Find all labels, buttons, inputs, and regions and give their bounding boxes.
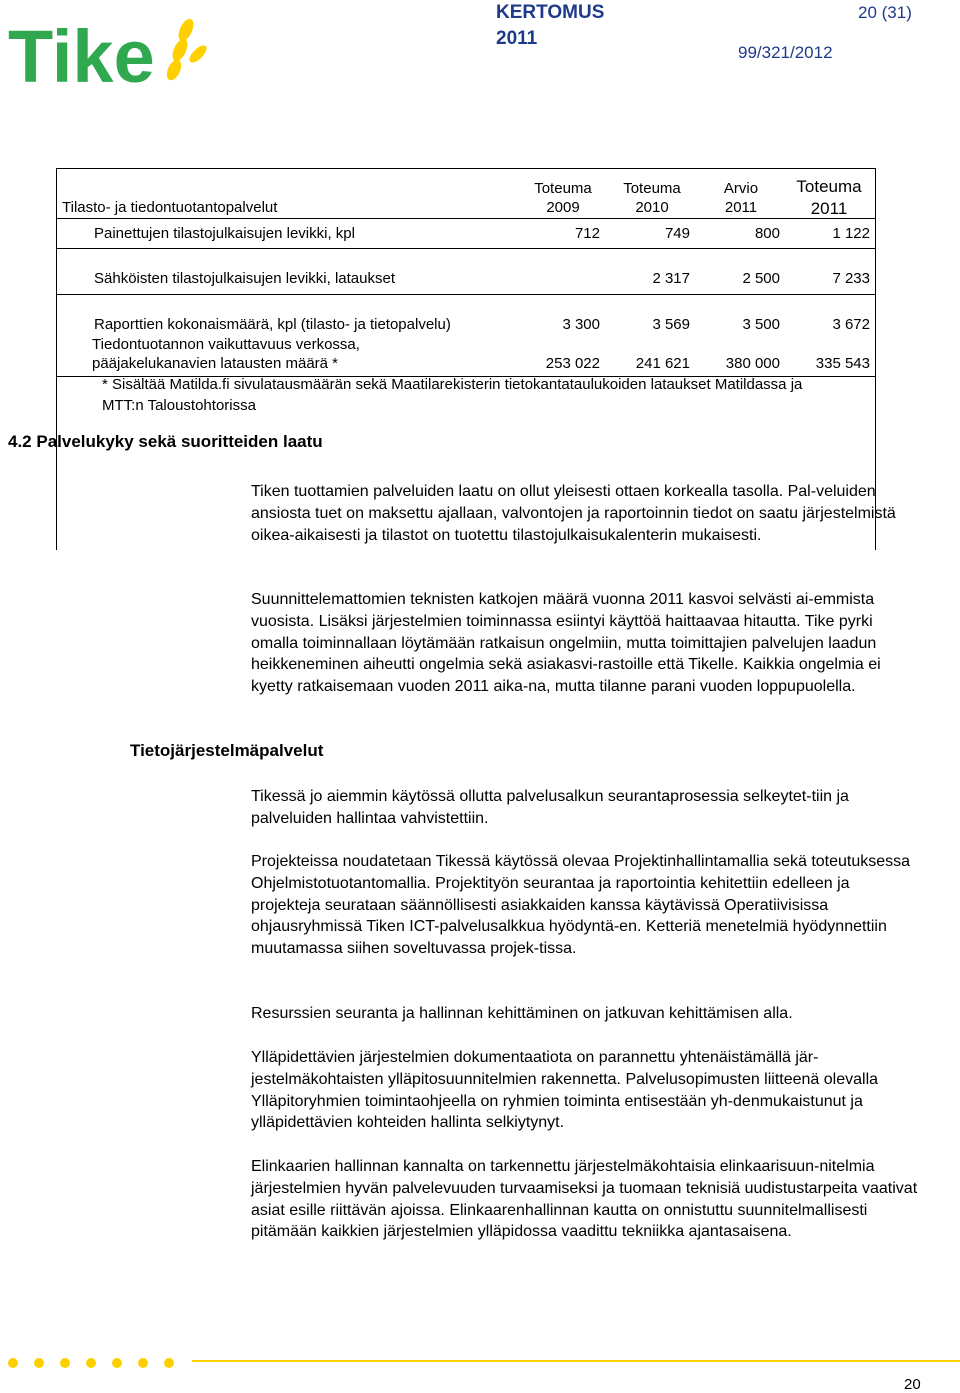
table-cell: 3 569: [652, 316, 690, 333]
table-cell: 7 233: [832, 270, 870, 287]
tike-logo-graphic: [8, 10, 208, 88]
table-cell: 749: [664, 225, 690, 242]
table-title: Tilasto- ja tiedontuotantopalvelut: [62, 199, 278, 216]
table-cell: 800: [754, 225, 780, 242]
paragraph: Tikessä jo aiemmin käytössä ollutta palvelusalkun seurantaprosessia selkeytet-tiin ja palveluiden hallintaa vahvistettiin.: [251, 788, 849, 827]
paragraph: Suunnittelemattomien teknisten katkojen määrä vuonna 2011 kasvoi selvästi ai-emmista vuosista. Lisäksi järjestelmien toiminnassa esiintyi käyttöä haittaavaa hitautta. Tike pyrki omalla toiminnallaan löytämään ratkaisun ongelmiin, mutta toimittajien palvelujen laadun heikkeneminen aiheutti ongelmia sekä asiakasvi-rastoille että Tikelle. Kaikkia ongelmia ei kyetty ratkaisemaan vuoden 2011 aika-na, mutta tilanne parani vuoden loppupuolella.: [251, 591, 881, 696]
table-cell: 3 300: [562, 316, 600, 333]
dot-icon: [60, 1358, 70, 1368]
paragraph: Projekteissa noudatetaan Tikessä käytössä olevaa Projektinhallintamallia sekä toteutuksessa Ohjelmistotuotantomallia. Projektityön seurantaa ja raportointia kehitettiin edelleen ja projekteja seurataan säännöllisesti asiakkaiden kanssa käytävissä Operatiivisissa ohjausryhmissä Tiken ICT-palvelusalkkua hyödyntä-en. Ketteriä menetelmiä hyödynnettiin muutamassa siihen soveltuvassa projek-tissa.: [251, 853, 911, 958]
tike-logo: [8, 10, 208, 88]
table-cell: 241 621: [635, 355, 690, 372]
section-heading: 4.2 Palvelukyky sekä suoritteiden laatu: [8, 432, 323, 451]
table-cell: 3 672: [832, 316, 870, 333]
column-header: Toteuma 2010: [623, 180, 681, 216]
table-cell: 3 500: [742, 316, 780, 333]
row-separator: [56, 248, 876, 249]
footer-line: [192, 1360, 960, 1362]
table-cell: 253 022: [545, 355, 600, 372]
table-cell: 380 000: [725, 355, 780, 372]
paragraph: Elinkaarien hallinnan kannalta on tarkennettu järjestelmäkohtaisia elinkaarisuun-nitelmia järjestelmien hyvän palvelevuuden turvaamiseksi ja tuomaan teknisiä uudistustarpeita vaativat asiat esille riittävän ajoissa. Elinkaarenhallinnan kautta on onnistuttu suunnitelmallisesti pitämään kaikkien järjestelmien ylläpidossa vaadittu tekniikka ajantasaisena.: [251, 1158, 918, 1241]
table-footnote: * Sisältää Matilda.fi sivulatausmäärän sekä Maatilarekisterin tietokantataulukoiden lataukset Matildassa ja MTT:n Taloustohtorissa: [102, 376, 803, 414]
paragraph: Resurssien seuranta ja hallinnan kehittäminen on jatkuvan kehittämisen alla.: [251, 1005, 793, 1022]
dot-icon: [164, 1358, 174, 1368]
row-label: Painettujen tilastojulkaisujen levikki, kpl: [94, 225, 355, 242]
page-number: 20: [904, 1376, 921, 1393]
table-header-separator: [56, 218, 876, 219]
dot-icon: [34, 1358, 44, 1368]
document-type: KERTOMUS 2011: [496, 2, 605, 49]
wheat-icon: [164, 17, 208, 83]
dot-icon: [112, 1358, 122, 1368]
column-header: Toteuma 2011: [796, 177, 862, 218]
table-cell: 335 543: [815, 355, 870, 372]
table-cell: 1 122: [832, 225, 870, 242]
document-number: 99/321/2012: [738, 43, 833, 62]
paragraph: Tiken tuottamien palveluiden laatu on ollut yleisesti ottaen korkealla tasolla. Pal-veluiden ansiosta tuet on maksettu ajallaan, valvontojen ja raportoinnin tiedot on saatu järjestelmistä oikea-aikaisesti ja tilastot on tuotettu tilastojulkaisukalenterin mukaisesti.: [251, 483, 896, 544]
dot-icon: [138, 1358, 148, 1368]
row-label: Raporttien kokonaismäärä, kpl (tilasto- ja tietopalvelu): [94, 316, 451, 333]
table-cell: 2 317: [652, 270, 690, 287]
row-label: Sähköisten tilastojulkaisujen levikki, lataukset: [94, 270, 395, 287]
paragraph: Ylläpidettävien järjestelmien dokumentaatiota on parannettu yhtenäistämällä jär-jestelmäkohtaisten ylläpitosuunnitelmien rakennetta. Palvelusopimusten liitteenä olevalla Ylläpitoryhmien toimintaohjeella on ryhmien toiminta entisestään yh-denmukaistunut ja ylläpidettävien kohteiden hallinta selkiytynyt.: [251, 1049, 879, 1132]
column-header: Toteuma 2009: [534, 180, 592, 216]
table-cell: 712: [574, 225, 600, 242]
row-label: Tiedontuotannon vaikuttavuus verkossa, pääjakelukanavien latausten määrä *: [92, 336, 360, 372]
table-border-left: [56, 168, 57, 550]
dot-icon: [8, 1358, 18, 1368]
side-heading: Tietojärjestelmäpalvelut: [130, 741, 324, 760]
page-reference: 20 (31): [858, 3, 912, 22]
table-cell: 2 500: [742, 270, 780, 287]
footer-dots: [8, 1355, 190, 1373]
column-header: Arvio 2011: [723, 180, 759, 216]
dot-icon: [86, 1358, 96, 1368]
table-border-top: [56, 168, 876, 169]
logo-text: Tike: [8, 15, 155, 88]
row-separator: [56, 294, 876, 295]
